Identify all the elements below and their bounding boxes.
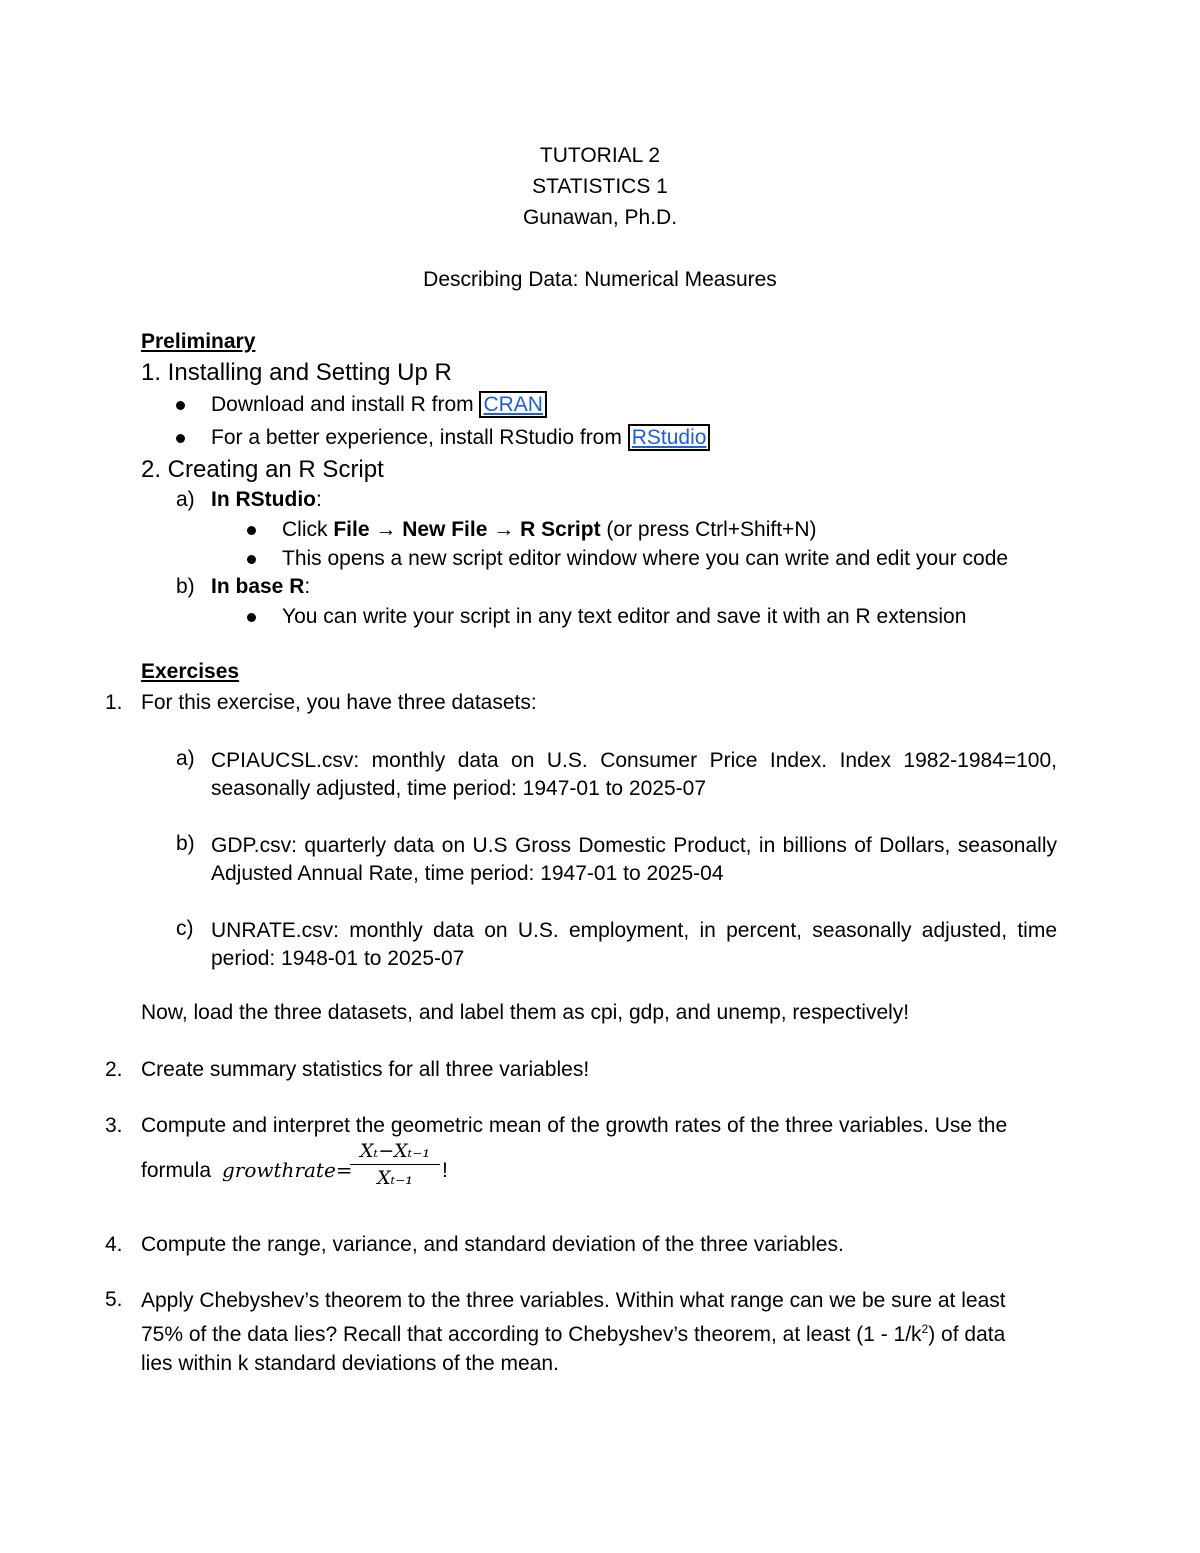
dataset-b-label: b): [176, 832, 195, 855]
dataset-c-text: UNRATE.csv: monthly data on U.S. employment, in percent, seasonally adjusted, time period: 1948-01 to 2025-07: [211, 919, 1057, 970]
rstudio-link[interactable]: RStudio: [628, 424, 711, 451]
exercise-5-number: 5.: [105, 1288, 123, 1311]
topic-title: Describing Data: Numerical Measures: [423, 268, 777, 291]
fraction-denominator: Xₜ₋₁: [377, 1167, 413, 1189]
bullet-dot: [176, 401, 185, 410]
cran-link[interactable]: CRAN: [479, 391, 547, 418]
formula-lhs: growthrate=: [222, 1158, 353, 1182]
exercise-3-text: Compute and interpret the geometric mean of the growth rates of the three variables. Use the: [141, 1114, 1008, 1137]
text: Apply Chebyshev’s theorem to the three variables. Within what range can we be sure at least 75% of the data lies? Recall that according to Chebyshev’s theorem, at least (1 - 1/k: [141, 1289, 1006, 1346]
in-rstudio-heading: [211, 488, 322, 512]
tutorial-title: TUTORIAL 2: [539, 144, 661, 167]
dataset-b-text: GDP.csv: quarterly data on U.S Gross Domestic Product, in billions of Dollars, seasonally Adjusted Annual Rate, time period: 1947-01 to 2025-04: [211, 834, 1057, 885]
dataset-a-text: CPIAUCSL.csv: monthly data on U.S. Consumer Price Index. Index 1982-1984=100, seasonally adjusted, time period: 1947-01 to 2025-07: [211, 749, 1057, 800]
step1-heading: 1. Installing and Setting Up R: [141, 359, 452, 386]
exercise-4-text: Compute the range, variance, and standard deviation of the three variables.: [141, 1233, 844, 1256]
exercise-1-text: For this exercise, you have three datasets:: [141, 691, 537, 714]
arrow: →: [487, 518, 521, 541]
in-base-r-heading: [211, 575, 310, 599]
bullet-text-editor: You can write your script in any text editor and save it with an R extension: [282, 605, 967, 628]
exercises-heading: Exercises: [141, 660, 240, 683]
exercise-2-text: Create summary statistics for all three variables!: [141, 1058, 590, 1081]
step2-heading: 2. Creating an R Script: [141, 456, 384, 483]
exercise-5-text: [141, 1286, 1041, 1378]
fraction-bar: [350, 1164, 440, 1165]
colon: :: [315, 488, 322, 511]
growth-rate-fraction: [350, 1140, 440, 1189]
bullet-download-r: [211, 393, 547, 417]
text: (or press Ctrl+Shift+N): [600, 518, 817, 541]
bullet-dot: [247, 526, 256, 535]
bullet-dot: [247, 613, 256, 622]
exercise-2-number: 2.: [105, 1058, 123, 1081]
in-rstudio-title: In RStudio: [211, 488, 316, 511]
bullet-click-file: [282, 518, 816, 542]
formula-prefix: formula: [141, 1159, 212, 1182]
menu-new-file: New File: [402, 518, 488, 541]
bullet-dot: [247, 555, 256, 564]
course-title: STATISTICS 1: [532, 175, 668, 198]
preliminary-heading: Preliminary: [141, 330, 256, 353]
fraction-numerator: Xₜ−Xₜ₋₁: [360, 1140, 430, 1162]
bullet-text: Download and install R from: [211, 393, 480, 416]
exercise-3-number: 3.: [105, 1114, 123, 1137]
sub-label-a: a): [176, 488, 195, 511]
bullet-install-rstudio: [211, 426, 710, 450]
menu-file: File: [333, 518, 370, 541]
arrow: →: [369, 518, 403, 541]
bullet-dot: [176, 434, 185, 443]
dataset-a-label: a): [176, 747, 195, 770]
exercise-1-number: 1.: [105, 691, 123, 714]
author: Gunawan, Ph.D.: [522, 206, 678, 229]
load-datasets-text: Now, load the three datasets, and label them as cpi, gdp, and unemp, respectively!: [141, 1001, 910, 1024]
text: Click: [282, 518, 334, 541]
exercise-4-number: 4.: [105, 1233, 123, 1256]
bullet-text: For a better experience, install RStudio from: [211, 426, 628, 449]
menu-r-script: R Script: [520, 518, 601, 541]
colon: :: [304, 575, 311, 598]
text: ) of data lies within k standard deviations of the mean.: [141, 1323, 1006, 1375]
formula-suffix: !: [442, 1159, 448, 1182]
in-base-r-title: In base R: [211, 575, 305, 598]
dataset-c-label: c): [176, 917, 194, 940]
sub-label-b: b): [176, 575, 195, 598]
superscript: 2: [921, 1322, 929, 1336]
bullet-script-editor: This opens a new script editor window where you can write and edit your code: [282, 547, 1009, 570]
